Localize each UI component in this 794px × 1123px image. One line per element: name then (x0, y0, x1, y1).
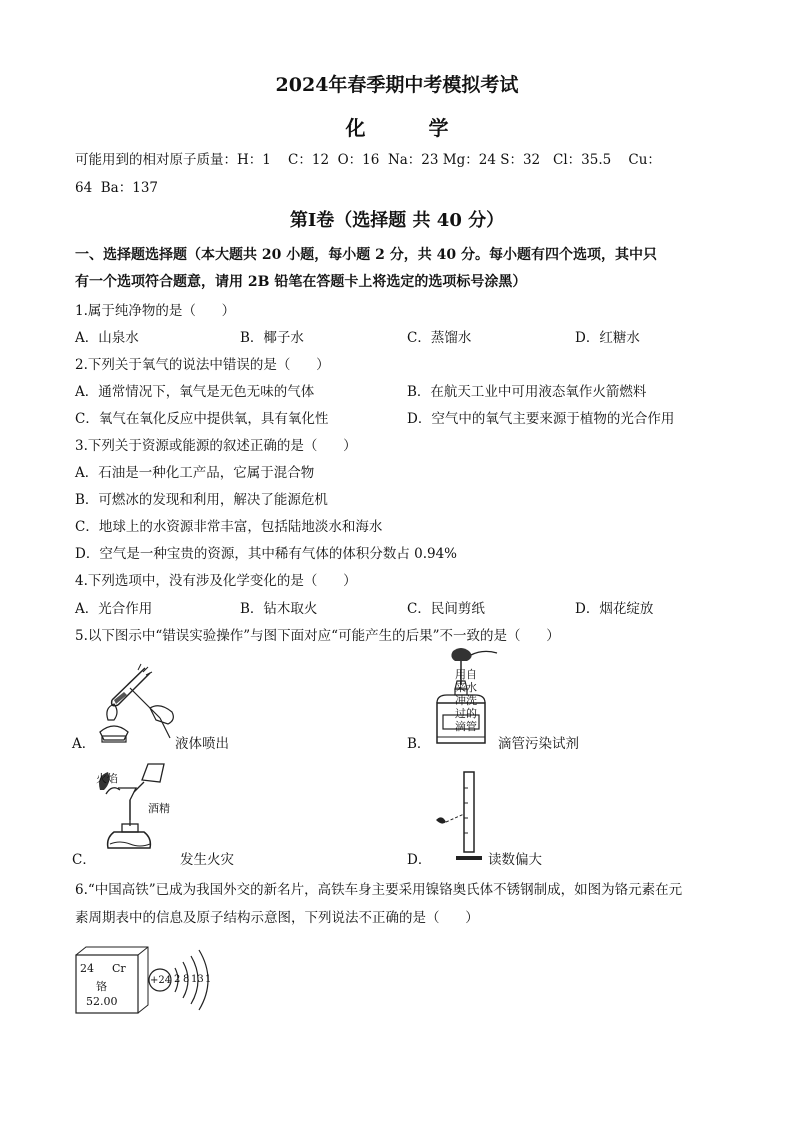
section-instruction-1: 一、选择题选择题（本大题共 20 小题，每小题 2 分，共 40 分。每小题有四个选项，其中只 (75, 247, 657, 263)
q3-stem: 3.下列关于资源或能源的叙述正确的是（ ） (75, 438, 357, 454)
q3-option-a: A．石油是一种化工产品，它属于混合物 (75, 465, 315, 481)
q4-option-b: B．钻木取火 (240, 601, 318, 617)
q5d-figure (430, 768, 490, 863)
section-instruction-2: 有一个选项符合题意，请用 2B 铅笔在答题卡上将选定的选项标号涂黑） (75, 274, 527, 290)
q6-nucleus-charge: +24 (150, 975, 172, 986)
q5-option-d-letter: D． (407, 852, 432, 868)
q5-option-a-letter: A． (72, 736, 96, 752)
q2-stem: 2.下列关于氧气的说法中错误的是（ ） (75, 357, 330, 373)
q2-option-c: C．氧气在氧化反应中提供氧，具有氧化性 (75, 411, 329, 427)
q2-option-d: D．空气中的氧气主要来源于植物的光合作用 (407, 411, 675, 427)
q1-option-c: C．蒸馏水 (407, 330, 472, 346)
q3-option-d: D．空气是一种宝贵的资源，其中稀有气体的体积分数占 0.94% (75, 546, 458, 562)
q2-option-b: B．在航天工业中可用液态氧作火箭燃料 (407, 384, 647, 400)
atomic-mass-line-2: 64 Ba：137 (75, 180, 158, 196)
q1-option-d: D．红糖水 (575, 330, 640, 346)
q4-stem: 4.下列选项中，没有涉及化学变化的是（ ） (75, 573, 357, 589)
q1-option-b: B．椰子水 (240, 330, 304, 346)
q6-element-symbol: Cr (112, 962, 126, 975)
q6-atomic-mass: 52.00 (86, 995, 118, 1008)
q5b-figure-text-4: 过的 (455, 707, 477, 720)
q4-option-a: A．光合作用 (75, 601, 153, 617)
q6-atomic-number: 24 (80, 962, 94, 975)
q6-shell-4: 1 (205, 974, 212, 985)
q4-option-c: C．民间剪纸 (407, 601, 485, 617)
q5b-figure-text-5: 滴管 (455, 720, 477, 733)
q5-option-c-letter: C． (72, 852, 96, 868)
q5-stem: 5.以下图示中“错误实验操作”与图下面对应“可能产生的后果”不一致的是（ ） (75, 628, 560, 644)
q5-option-c-caption: 发生火灾 (180, 852, 234, 868)
q3-option-c: C．地球上的水资源非常丰富，包括陆地淡水和海水 (75, 519, 383, 535)
q5b-figure-text-2: 来水 (455, 681, 477, 694)
q1-option-a: A．山泉水 (75, 330, 139, 346)
exam-title: 2024年春季期中考模拟考试 (275, 74, 519, 96)
subject-title: 化 学 (345, 116, 477, 140)
q6-shell-3: 13 (191, 974, 204, 985)
q6-element-name: 铬 (96, 980, 107, 993)
q6-stem-line-2: 素周期表中的信息及原子结构示意图，下列说法不正确的是（ ） (75, 910, 479, 926)
q5b-figure-text (455, 668, 479, 733)
q2-option-a: A．通常情况下，氧气是无色无味的气体 (75, 384, 315, 400)
q5-option-d-caption: 读数偏大 (488, 852, 542, 868)
q5-option-b-letter: B． (407, 736, 431, 752)
q4-option-d: D．烟花绽放 (575, 601, 654, 617)
q5-option-b-caption: 滴管污染试剂 (498, 736, 579, 752)
q5b-figure-text-1: 用自 (455, 668, 477, 681)
q6-shell-1: 2 (174, 974, 181, 985)
atomic-mass-line-1: 可能用到的相对原子质量：H：1 C：12 O：16 Na：23 Mg：24 S：32 Cl：35.5 Cu： (75, 152, 661, 168)
q5c-label-alcohol: 酒精 (148, 802, 170, 815)
q5c-label-flame: 火焰 (96, 772, 118, 785)
q6-shell-2: 8 (183, 974, 190, 985)
q5b-figure-text-3: 冲洗 (455, 694, 477, 707)
q3-option-b: B．可燃冰的发现和利用，解决了能源危机 (75, 492, 328, 508)
section-title: 第Ⅰ卷（选择题 共 40 分） (289, 210, 505, 231)
q1-stem: 1.属于纯净物的是（ ） (75, 303, 236, 319)
q5-option-a-caption: 液体喷出 (175, 736, 229, 752)
q6-stem-line-1: 6.“中国高铁”已成为我国外交的新名片，高铁车身主要采用镍铬奥氏体不锈钢制成，如图为铬元素在元 (75, 882, 683, 898)
